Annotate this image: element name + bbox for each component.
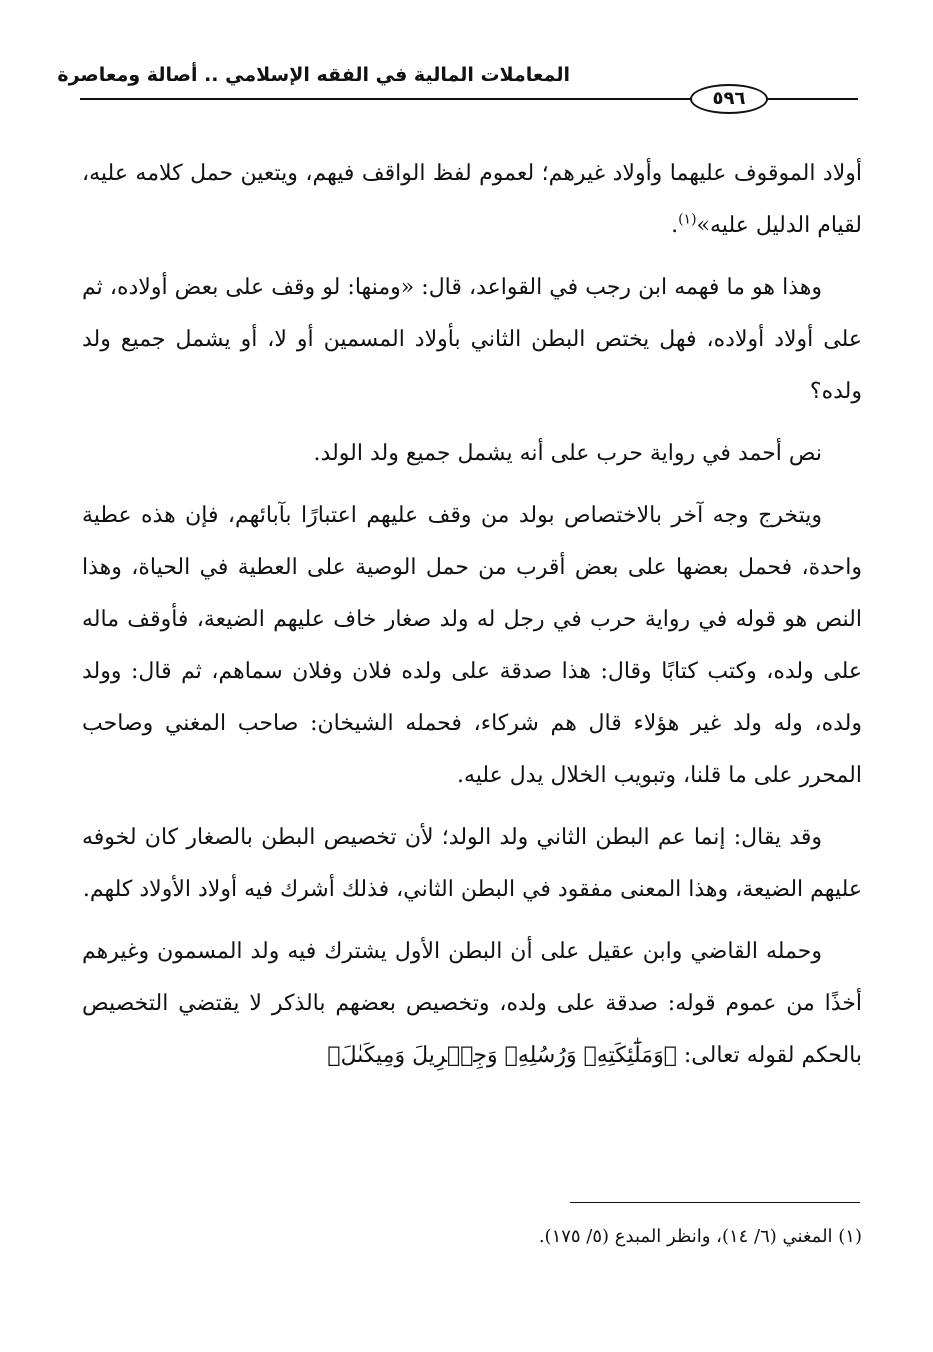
paragraph-2: وهذا هو ما فهمه ابن رجب في القواعد، قال: «ومنها: لو وقف على بعض أولاده، ثم على أولاد أولاده، فهل يختص البطن الثاني بأولاد المسمين أو لا، أو يشمل جميع ولد ولده؟ (82, 275, 862, 404)
page-number: ٥٩٦ (690, 84, 768, 114)
footnote-1: (١) المغني (٦/ ١٤)، وانظر المبدع (٥/ ١٧٥). (538, 1226, 862, 1247)
header-rule-right (766, 98, 858, 100)
paragraph-5: وقد يقال: إنما عم البطن الثاني ولد الولد؛ لأن تخصيص البطن بالصغار كان لخوفه عليهم الضيعة، وهذا المعنى مفقود في البطن الثاني، فذلك أشرك فيه أولاد الأولاد كلهم. (82, 825, 862, 902)
paragraph-4: ويتخرج وجه آخر بالاختصاص بولد من وقف عليهم اعتبارًا بآبائهم، فإن هذه عطية واحدة، فحمل بعضها على بعض أقرب من حمل الوصية على العطية في الحياة، وهذا النص هو قوله في رواية حرب في رجل له ولد صغار خاف عليهم الضيعة، فأوقف ماله على ولده، وكتب كتابًا وقال: هذا صدقة على ولده فلان وفلان سماهم، ثم قال: وولد ولده، وله ولد غير هؤلاء قال هم شركاء، فحمله الشيخان: صاحب المغني وصاحب المحرر على ما قلنا، وتبويب الخلال يدل عليه. (82, 503, 862, 788)
paragraph-3: نص أحمد في رواية حرب على أنه يشمل جميع ولد الولد. (313, 441, 822, 466)
running-title: المعاملات المالية في الفقه الإسلامي .. أصالة ومعاصرة (57, 64, 570, 86)
paragraph-trailing: . (671, 213, 679, 238)
header-rule (80, 98, 692, 100)
body-text (82, 148, 862, 1092)
paragraph-text: أولاد الموقوف عليهما وأولاد غيرهم؛ لعموم لفظ الواقف فيهم، ويتعين حمل كلامه عليه، لقيام الدليل عليه» (82, 161, 862, 238)
footnote-marker: (١) (678, 211, 697, 228)
paragraph-1 (82, 148, 862, 252)
paragraph-6: وحمله القاضي وابن عقيل على أن البطن الأول يشترك فيه ولد المسمون وغيرهم أخذًا من عموم قوله: صدقة على ولده، وتخصيص بعضهم بالذكر لا يقتضي التخصيص بالحكم لقوله تعالى: ﴿وَمَلَٰٓئِكَتِهِۦ وَرُسُلِهِۦ وَجِبۡرِيلَ وَمِيكَىٰلَ﴾ (82, 939, 862, 1068)
footnote-rule (570, 1202, 860, 1203)
